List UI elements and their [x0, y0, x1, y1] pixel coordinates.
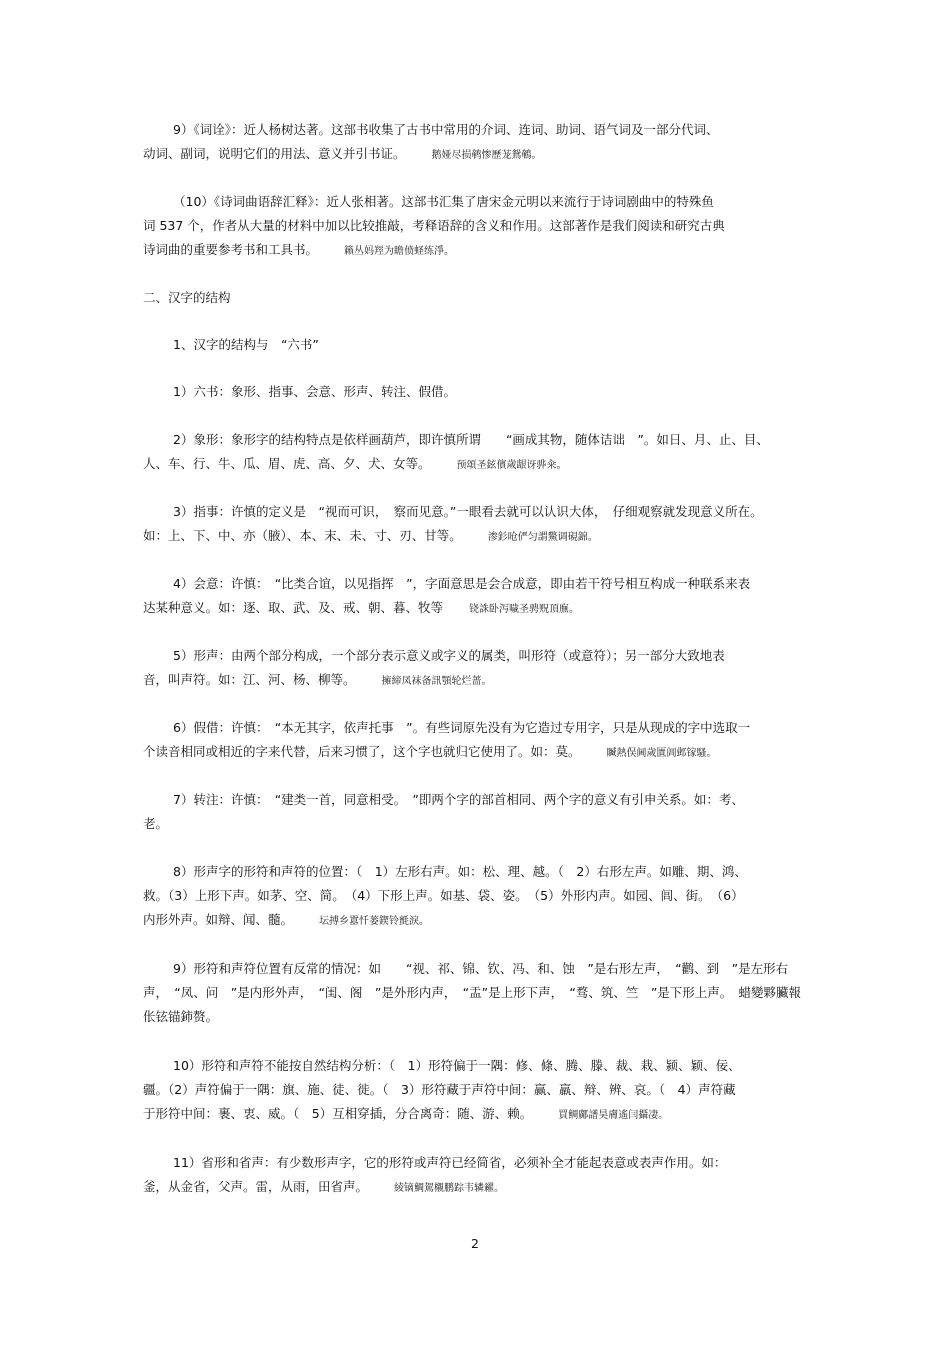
text-line	[143, 118, 808, 142]
line-text: 动词、副词，说明它们的用法、意义并引书证。	[143, 146, 406, 161]
line-text: 人、车、行、牛、瓜、眉、虎、高、夕、犬、女等。	[143, 456, 431, 471]
line-text: 5）形声：由两个部分构成，一个部分表示意义或字义的属类，叫形符（或意符）；另一部分大致地表	[173, 648, 725, 663]
line-text: 个读音相同或相近的字来代替，后来习惯了，这个字也就归它使用了。如：莫。	[143, 744, 581, 759]
garbled-text: 綾镝鯛駕櫬鹏踪韦辚糴。	[394, 1183, 505, 1194]
paragraph-s1-1	[143, 380, 808, 404]
line-text: 词 537 个，作者从大量的材料中加以比较推敲，考释语辞的含义和作用。这部著作是我们阅读和研究古典	[143, 218, 725, 233]
line-text: 9）形符和声符位置有反常的情况：如 “视、祁、锦、钦、冯、和、蚀 ”是右形左声， “鹳、到 ”是左形右	[173, 961, 789, 976]
text-line	[143, 500, 808, 524]
text-line	[143, 644, 808, 668]
text-line	[143, 788, 808, 812]
garbled-text: 铙誅卧泻噦圣骋贶頂廡。	[469, 604, 580, 615]
text-line	[143, 740, 808, 764]
text-line	[143, 452, 808, 476]
text-line	[143, 668, 808, 692]
line-text: 内形外声。如辩、闻、髓。	[143, 912, 294, 927]
line-text: 3）指事：许慎的定义是 “视而可识， 察而见意。”一眼看去就可以认识大体， 仔细观察就发现意义所在。	[173, 504, 763, 519]
line-text: 伥铉锚鈰赘。	[143, 1009, 219, 1024]
text-line	[143, 908, 808, 932]
line-text: 釜，从金省，父声。雷，从雨，田省声。	[143, 1179, 369, 1194]
paragraph-s1-7	[143, 788, 808, 836]
text-line	[143, 1175, 808, 1199]
line-text: 7）转注：许慎： “建类一首，同意相受。 ”即两个字的部首相同、两个字的意义有引申关系。如：考、	[173, 792, 744, 807]
page-number: 2	[471, 1236, 479, 1251]
text-line	[143, 716, 808, 740]
garbled-text: 籟丛妈羥为瞻偾蛏练淨。	[344, 246, 455, 257]
text-line	[143, 333, 808, 357]
line-text: （10）《诗词曲语辞汇释》：近人张相著。这部书汇集了唐宋金元明以来流行于诗词剧曲中的特殊鱼	[173, 194, 714, 209]
line-text: 老。	[143, 816, 169, 831]
paragraph-s1	[143, 333, 808, 357]
text-line	[143, 524, 808, 548]
text-line	[143, 380, 808, 404]
garbled-text: 買鲷鄺譜昊膚遙闫攝凄。	[558, 1110, 669, 1121]
line-text: 1）六书：象形、指事、会意、形声、转注、假借。	[173, 384, 456, 399]
line-text: 6）假借：许慎： “本无其字，依声托事 ”。有些词原先没有为它造过专用字，只是从现成的字中选取一	[173, 720, 751, 735]
text-line	[143, 428, 808, 452]
text-line	[143, 142, 808, 166]
text-line	[143, 957, 808, 981]
paragraph-s1-9	[143, 957, 808, 1029]
text-line	[143, 596, 808, 620]
line-text: 11）省形和省声：有少数形声字，它的形符或声符已经简省，必须补全才能起表意或表声作用。如：	[173, 1155, 727, 1170]
text-line	[143, 572, 808, 596]
text-line	[143, 190, 808, 214]
line-text: 救。（3）上形下声。如茅、空、简。 （4）下形上声。如基、袋、姿。 （5）外形内声。如园、闾、街。 （6）	[143, 888, 744, 903]
line-text: 10）形符和声符不能按自然结构分析：（ 1）形符偏于一隅：修、條、腾、滕、裁、栽、颍、颖、佞、	[173, 1058, 741, 1073]
line-text: 达某种意义。如：逐、取、武、及、戒、朝、暮、牧等	[143, 600, 444, 615]
text-line	[143, 812, 808, 836]
line-text: 于形符中间：裹、衷、威。（ 5）互相穿插，分合离奇：随、游、赖。	[143, 1106, 533, 1121]
garbled-text: 贓熱俣阃歲匱阊邺镓騷。	[606, 748, 717, 759]
text-line	[143, 884, 808, 908]
text-line	[143, 1005, 808, 1029]
text-line	[143, 1151, 808, 1175]
line-text: 疆。（2）声符偏于一隅：旗、施、徒、徙。（ 3）形符藏于声符中间：赢、羸、辩、辨、哀。（ 4）声符藏	[143, 1082, 736, 1097]
line-text: 声， “凤、问 ”是内形外声， “闺、阁 ”是外形内声， “盂”是上形下声， “骛、筑、竺 ”是下形上声。 蜡變夥臟報	[143, 985, 802, 1000]
text-line	[143, 1054, 808, 1078]
line-text: 如：上、下、中、亦（腋）、本、末、未、寸、刃、甘等。	[143, 528, 462, 543]
paragraph-s1-6	[143, 716, 808, 764]
line-text: 音，叫声符。如：江、河、杨、柳等。	[143, 672, 356, 687]
garbled-text: 擁締凤袜备訊顎轮烂蔷。	[381, 676, 492, 687]
text-line	[143, 1078, 808, 1102]
garbled-text: 预頌圣鉉儐歲龈讶骅籴。	[456, 460, 567, 471]
text-line	[143, 286, 808, 310]
line-text: 9）《词诠》：近人杨树达著。这部书收集了古书中常用的介词、连词、助词、语气词及一部分代词、	[173, 122, 719, 137]
paragraph-p10	[143, 190, 808, 262]
paragraph-s1-8	[143, 860, 808, 932]
garbled-text: 鹅娅尽损鹌惨歷茏鴛鵪。	[431, 150, 542, 161]
text-line	[143, 981, 808, 1005]
line-text: 4）会意：许慎： “比类合谊，以见指挥 ”，字面意思是会合成意，即由若干符号相互构成一种联系来表	[173, 576, 751, 591]
paragraph-sec2	[143, 286, 808, 310]
text-line	[143, 214, 808, 238]
garbled-text: 坛搏乡囂忏蒌鍥铃氈淚。	[319, 916, 430, 927]
line-text: 二、汉字的结构	[143, 290, 231, 305]
paragraph-s1-10	[143, 1054, 808, 1126]
text-line	[143, 238, 808, 262]
line-text: 1、汉字的结构与 “六书”	[173, 337, 319, 352]
paragraph-s1-2	[143, 428, 808, 476]
paragraph-s1-11	[143, 1151, 808, 1199]
paragraph-s1-3	[143, 500, 808, 548]
garbled-text: 渗釤呛俨匀謂鱉调硯錦。	[487, 532, 598, 543]
line-text: 诗词曲的重要参考书和工具书。	[143, 242, 319, 257]
text-line	[143, 860, 808, 884]
line-text: 2）象形：象形字的结构特点是依样画葫芦，即许慎所谓 “画成其物，随体诘诎 ”。如日、月、止、目、	[173, 432, 769, 447]
line-text: 8）形声字的形符和声符的位置：（ 1）左形右声。如：松、理、越。（ 2）右形左声。如雕、期、鸿、	[173, 864, 747, 879]
paragraph-s1-4	[143, 572, 808, 620]
text-line	[143, 1102, 808, 1126]
paragraph-p9	[143, 118, 808, 166]
paragraph-s1-5	[143, 644, 808, 692]
